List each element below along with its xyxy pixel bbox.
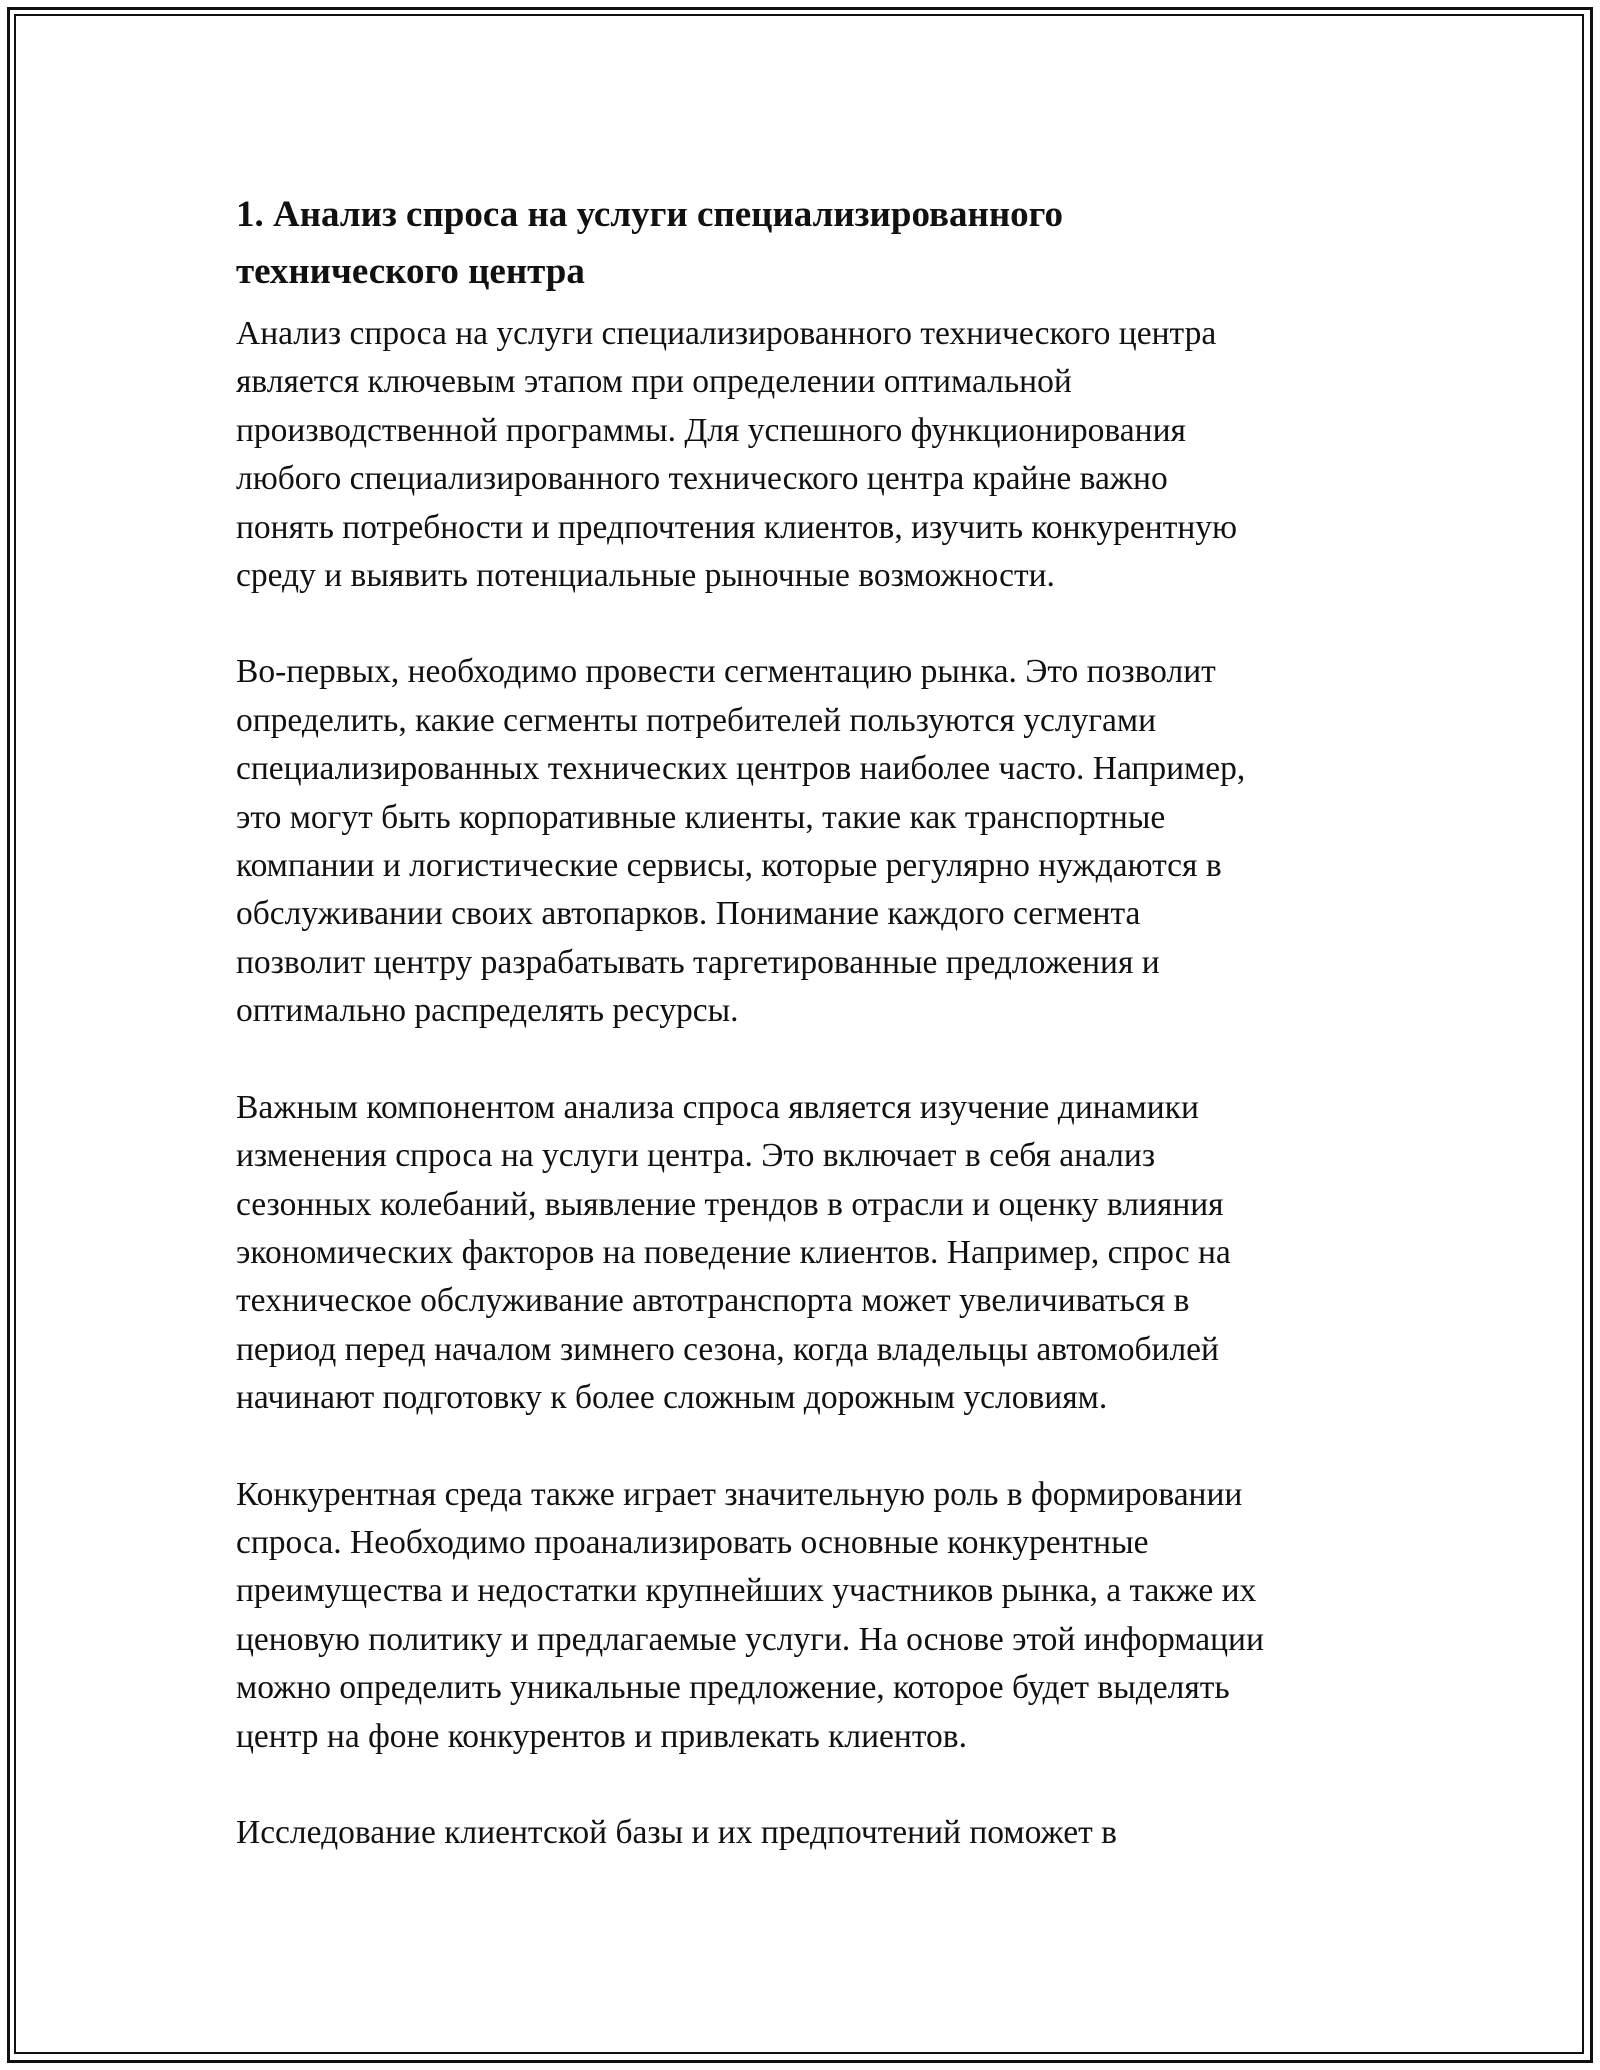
text-line: среду и выявить потенциальные рыночные возможности. [236,557,1055,595]
text-line: ценовую политику и предлагаемые услуги. На основе этой информации [236,1620,1264,1658]
text-line: Во-первых, необходимо провести сегментацию рынка. Это позволит [236,653,1216,691]
text-line: производственной программы. Для успешного функционирования [236,411,1186,449]
paragraph-intro [236,310,1386,600]
text-line: сезонных колебаний, выявление трендов в отрасли и оценку влияния [236,1185,1224,1223]
text-line: оптимально распределять ресурсы. [236,992,739,1030]
text-line: позволит центру разрабатывать таргетированные предложения и [236,943,1160,981]
section-heading [236,186,1386,300]
text-line: преимущества и недостатки крупнейших участников рынка, а также их [236,1572,1257,1610]
paragraph-segmentation [236,648,1386,1035]
paragraph-competition [236,1471,1386,1761]
text-line: определить, какие сегменты потребителей пользуются услугами [236,701,1157,739]
heading-line: технического центра [236,251,585,292]
text-line: можно определить уникальные предложение, которое будет выделять [236,1669,1230,1707]
text-line: спроса. Необходимо проанализировать основные конкурентные [236,1523,1149,1561]
heading-line: 1. Анализ спроса на услуги специализированного [236,194,1064,235]
text-line: Исследование клиентской базы и их предпочтений поможет в [236,1813,1117,1851]
text-line: Анализ спроса на услуги специализированного технического центра [236,315,1217,352]
text-line: компании и логистические сервисы, которые регулярно нуждаются в [236,847,1222,885]
text-line: начинают подготовку к более сложным дорожным условиям. [236,1379,1108,1417]
text-line: период перед началом зимнего сезона, когда владельцы автомобилей [236,1330,1219,1368]
text-line: является ключевым этапом при определении оптимальной [236,363,1072,401]
text-line: Конкурентная среда также играет значительную роль в формировании [236,1475,1243,1513]
text-line: понять потребности и предпочтения клиентов, изучить конкурентную [236,508,1238,546]
text-line: техническое обслуживание автотранспорта может увеличиваться в [236,1282,1190,1320]
paragraph-client-research [236,1809,1386,1857]
text-line: изменения спроса на услуги центра. Это включает в себя анализ [236,1137,1156,1175]
text-line: обслуживании своих автопарков. Понимание каждого сегмента [236,895,1141,933]
document-body [236,186,1386,1905]
text-line: это могут быть корпоративные клиенты, такие как транспортные [236,798,1166,836]
text-line: экономических факторов на поведение клиентов. Например, спрос на [236,1233,1231,1271]
text-line: специализированных технических центров наиболее часто. Например, [236,750,1246,788]
text-line: любого специализированного технического центра крайне важно [236,460,1168,498]
paragraph-dynamics [236,1084,1386,1423]
text-line: Важным компонентом анализа спроса является изучение динамики [236,1088,1199,1126]
text-line: центр на фоне конкурентов и привлекать клиентов. [236,1717,967,1755]
